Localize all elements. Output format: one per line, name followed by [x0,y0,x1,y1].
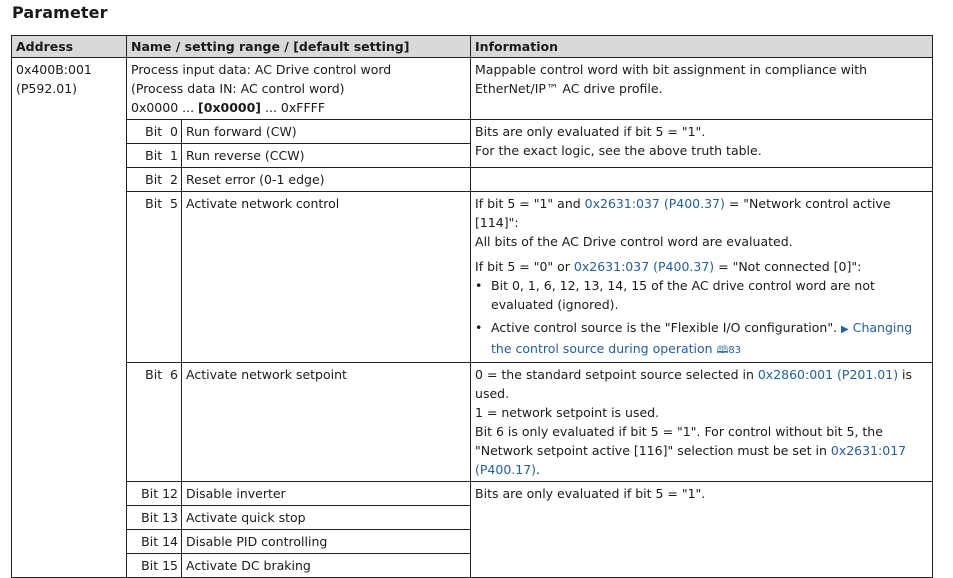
page-title: Parameter [12,3,108,22]
bit-number: Bit 12 [127,482,182,506]
info-text-part: . [536,462,541,477]
range-max: ... 0xFFFF [265,100,326,115]
info-text: 1 = network setpoint is used. [475,405,660,420]
info-text-part: If bit 5 = "0" or [475,259,574,274]
info-text: Bit 6 is only evaluated if bit 5 = "1". For control without bit 5, the [475,424,883,439]
info-text: EtherNet/IP™ AC drive profile. [475,81,663,96]
info-cell [471,192,933,363]
link-arrow-icon: ▶ [841,324,849,335]
address-index: 0x400B:001 [16,62,92,77]
info-cell-empty [471,168,933,192]
bullet-line: Bit 0, 1, 6, 12, 13, 14, 15 of the AC drive control word are not [491,278,875,293]
bullet-text [491,318,912,360]
bit-name: Run reverse (CCW) [182,144,471,168]
info-text-part: is [898,367,913,382]
info-text [475,365,928,384]
bullet-line [491,339,912,360]
info-text [475,194,928,232]
bullet-item [475,276,928,314]
info-text: All bits of the AC Drive control word are evaluated. [475,234,793,249]
info-text: used. [475,386,510,401]
param-link[interactable]: (P400.17) [475,462,537,477]
bit-name: Activate DC braking [182,554,471,578]
info-text [475,460,928,479]
bit-number: Bit 6 [127,363,182,482]
bit-name: Reset error (0-1 edge) [182,168,471,192]
info-text: Bits are only evaluated if bit 5 = "1". [475,124,706,139]
bit-number: Bit 0 [127,120,182,144]
bit-number: Bit 13 [127,506,182,530]
bit-name: Disable PID controlling [182,530,471,554]
param-link[interactable]: 0x2860:001 (P201.01) [757,367,899,382]
info-text-part: = "Network control active [114]": [475,196,891,230]
table-row [12,120,933,144]
param-name: Process input data: AC Drive control word [131,62,392,77]
section-link[interactable] [841,320,912,335]
bullet-icon: • [475,278,483,293]
range-default: [0x0000] [198,100,262,115]
info-text-part: If bit 5 = "1" and [475,196,585,211]
page-ref[interactable]: 83 [728,345,742,356]
table-header-row [12,36,933,58]
section-link[interactable]: the control source during operation [491,341,713,356]
table-row [12,363,933,482]
info-cell [471,363,933,482]
range-min: 0x0000 ... [131,100,195,115]
info-cell [471,58,933,120]
param-link[interactable]: 0x2631:037 (P400.37) [584,196,725,211]
param-link[interactable]: 0x2631:037 (P400.37) [573,259,715,274]
info-text-part: = "Not connected [0]": [714,259,862,274]
table-row [12,58,933,120]
bit-name: Run forward (CW) [182,120,471,144]
header-address: Address [12,36,127,58]
parameter-table [11,35,933,578]
address-code: (P592.01) [16,81,78,96]
header-information: Information [471,36,933,58]
bit-name: Disable inverter [182,482,471,506]
bit-number: Bit 5 [127,192,182,363]
table-row [12,168,933,192]
param-alt-name: (Process data IN: AC control word) [131,81,345,96]
bit-name: Activate network setpoint [182,363,471,482]
bit-name: Activate quick stop [182,506,471,530]
bit-number: Bit 15 [127,554,182,578]
info-text: Bits are only evaluated if bit 5 = "1". [475,486,706,501]
bullet-icon: • [475,320,483,335]
name-cell [127,58,471,120]
bullet-text-part: Active control source is the "Flexible I/O configuration". [491,320,842,335]
link-text: Changing [852,320,913,335]
bullet-line: evaluated (ignored). [491,297,619,312]
bit-number: Bit 2 [127,168,182,192]
table-row [12,482,933,506]
address-cell [12,58,127,578]
info-text: Mappable control word with bit assignment in compliance with [475,62,868,77]
info-text-part: "Network setpoint active [116]" selection must be set in [475,443,831,458]
info-text [475,257,928,276]
table-row [12,192,933,363]
info-text: For the exact logic, see the above truth table. [475,143,762,158]
header-name: Name / setting range / [default setting] [127,36,471,58]
info-cell [471,120,933,168]
info-cell [471,482,933,578]
info-text-part: 0 = the standard setpoint source selected in [475,367,758,382]
param-link[interactable]: 0x2631:017 [830,443,907,458]
bullet-item [475,318,928,360]
bit-name: Activate network control [182,192,471,363]
bit-number: Bit 14 [127,530,182,554]
param-range [131,98,466,117]
bit-number: Bit 1 [127,144,182,168]
bullet-text [491,276,875,314]
info-text [475,441,928,460]
book-icon: 🕮 [716,345,729,356]
bullet-line [491,318,912,339]
